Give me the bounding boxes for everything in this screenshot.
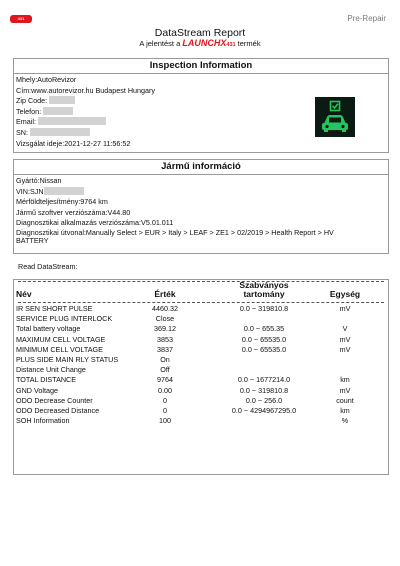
subtitle-prefix: A jelentést a	[139, 39, 181, 48]
row-range-cell: 0.0 ~ 4294967295.0	[231, 406, 297, 415]
row-name-cell: GND Voltage	[16, 385, 58, 395]
col-name: Név	[16, 289, 32, 299]
make-line: Gyártó:Nissan	[16, 176, 62, 185]
divider-top	[18, 281, 384, 282]
report-title: DataStream Report	[154, 27, 246, 39]
vehicle-panel	[13, 159, 389, 254]
row-name-cell: ODO Decrease Counter	[16, 395, 93, 405]
row-value-cell: 369.12	[154, 324, 176, 334]
vin-label: VIN:SJN	[16, 186, 44, 196]
row-name-cell: MINIMUM CELL VOLTAGE	[16, 344, 103, 354]
inspection-time: Vizsgálat ideje:2021-12-27 11:56:52	[16, 138, 131, 148]
row-unit-cell: mV	[339, 385, 351, 395]
row-range-cell: 0.0 ~ 65535.0	[241, 334, 287, 344]
app-version-line: Diagnosztikai alkalmazás verziószáma:V5.01.011	[16, 218, 174, 228]
subtitle-suffix: termék	[237, 39, 261, 48]
col-range-line2: tartomány	[243, 289, 285, 299]
email-label: Email:	[16, 117, 36, 127]
car-check-svg	[315, 97, 355, 137]
row-unit-cell: mV	[339, 304, 351, 313]
row-range-cell: 0.0 ~ 319810.8	[239, 385, 289, 395]
inspection-title: Inspection Information	[14, 59, 388, 74]
phone-label: Telefon:	[16, 106, 42, 116]
row-name-cell: TOTAL DISTANCE	[16, 375, 77, 385]
row-value-cell: 0.00	[158, 385, 172, 395]
row-range-cell: 0.0 ~ 655.35	[243, 324, 285, 334]
car-check-icon	[315, 97, 355, 137]
row-value-cell: 3853	[157, 334, 173, 344]
row-value-cell: Close	[155, 314, 175, 324]
redacted-phone	[43, 107, 73, 115]
row-range-cell: 0.0 ~ 1677214.0	[237, 375, 291, 385]
row-value-cell: 0	[163, 395, 167, 405]
redacted-vin	[44, 187, 84, 195]
row-value-cell: On	[160, 355, 170, 364]
software-line: Jármű szoftver verziószáma:V44.80	[16, 207, 131, 217]
read-datastream-label: Read DataStream:	[18, 262, 78, 271]
row-unit-cell: mV	[339, 334, 351, 344]
datastream-panel	[13, 279, 389, 475]
sn-label: SN:	[16, 127, 28, 137]
row-range-cell: 0.0 ~ 319810.8	[239, 304, 289, 313]
row-unit-cell: km	[340, 375, 350, 385]
row-value-cell: 4460.32	[152, 304, 178, 313]
row-name-cell: PLUS SIDE MAIN RLY STATUS	[16, 355, 119, 364]
mileage-line: Mérföldteljesítmény:9764 km	[16, 197, 108, 207]
row-unit-cell: count	[336, 395, 354, 405]
row-unit-cell: %	[341, 416, 349, 426]
row-name-cell: SERVICE PLUG INTERLOCK	[16, 314, 113, 324]
col-range-line1: Szabványos	[239, 280, 289, 290]
row-name-cell: SOH Information	[16, 416, 70, 426]
redacted-zip	[49, 96, 75, 104]
col-unit: Egység	[329, 289, 361, 299]
diag-path-line-2: BATTERY	[16, 235, 49, 245]
row-unit-cell: mV	[339, 344, 351, 354]
row-unit-cell: V	[342, 324, 348, 334]
stage-label: Pre-Repair	[347, 14, 386, 23]
row-value-cell: 0	[163, 406, 167, 415]
row-unit-cell: km	[340, 406, 350, 415]
redacted-sn	[30, 128, 90, 136]
brand-launch: LAUNCH	[182, 38, 221, 48]
col-value: Érték	[154, 289, 176, 299]
row-name-cell: MAXIMUM CELL VOLTAGE	[16, 334, 106, 344]
row-name-cell: Total battery voltage	[16, 324, 81, 334]
row-value-cell: 100	[159, 416, 171, 426]
vehicle-title: Jármű információ	[14, 160, 388, 175]
row-name-cell: IR SEN SHORT PULSE	[16, 304, 93, 313]
row-name-cell: Distance Unit Change	[16, 365, 86, 375]
vin-line	[14, 187, 388, 198]
address-line: Cím:www.autorevizor.hu Budapest Hungary	[16, 85, 156, 95]
brand-x: X	[220, 38, 227, 48]
row-value-cell: 9764	[157, 375, 173, 385]
brand-model: 431	[226, 42, 236, 48]
row-name-cell: ODO Decreased Distance	[16, 406, 100, 415]
row-value-cell: 3837	[157, 344, 173, 354]
launch-logo: 431	[10, 15, 32, 23]
col-range	[222, 281, 306, 299]
diag-path-line: Diagnosztikai útvonal:Manually Select > EUR > Italy > LEAF > ZE1 > 02/2019 > Health Report > HV	[16, 227, 334, 237]
report-subtitle	[0, 38, 400, 48]
row-value-cell: Off	[160, 365, 170, 375]
zip-label: Zip Code:	[16, 96, 48, 106]
row-range-cell: 0.0 ~ 256.0	[245, 395, 283, 405]
divider-header	[18, 302, 384, 303]
redacted-email	[38, 117, 106, 125]
shop-line: Mhely:AutoRevizor	[16, 75, 77, 84]
row-range-cell: 0.0 ~ 65535.0	[241, 344, 287, 354]
